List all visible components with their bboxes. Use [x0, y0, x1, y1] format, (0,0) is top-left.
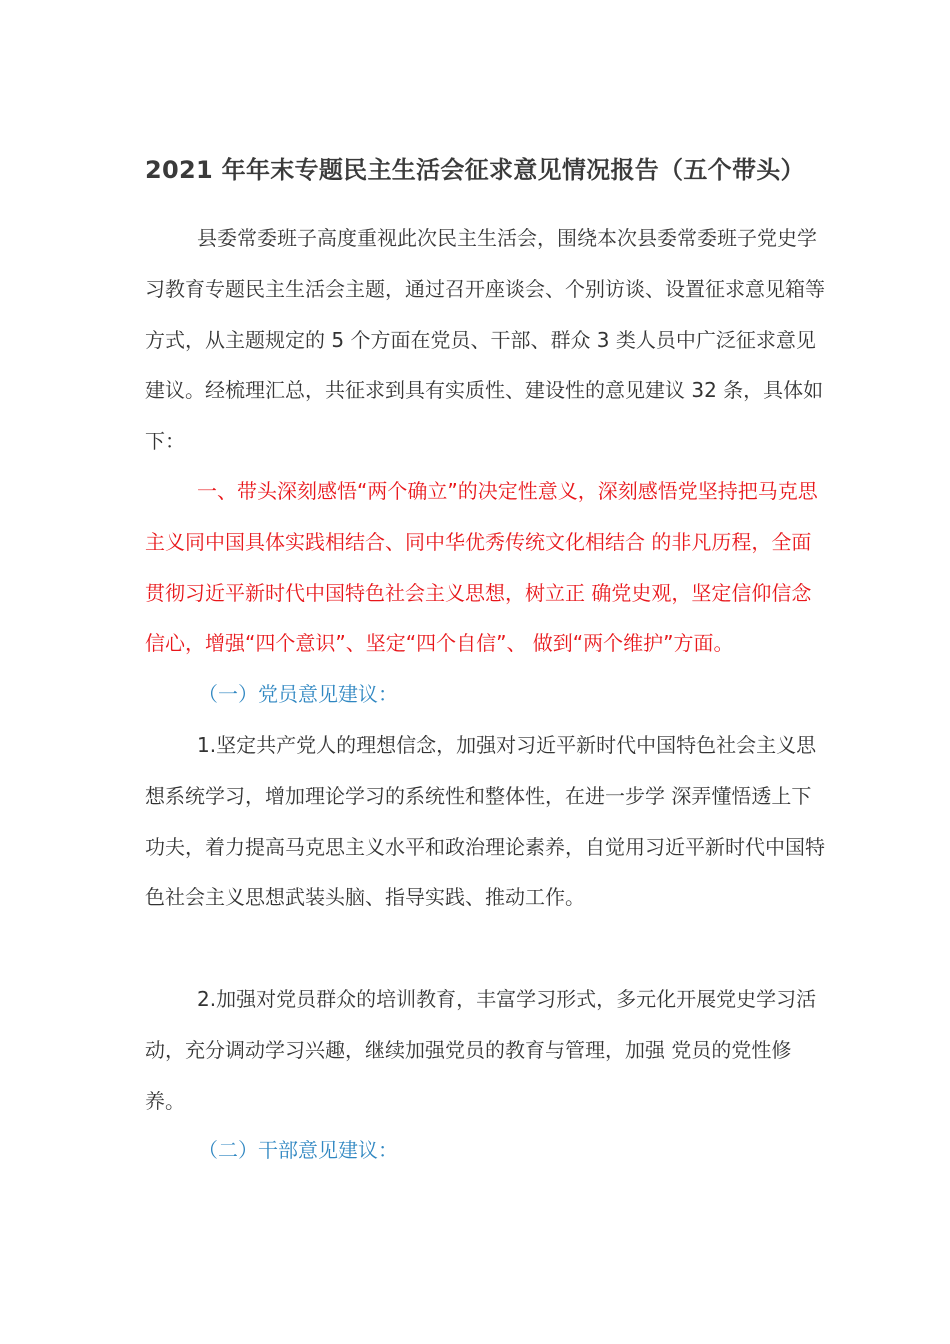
- cadre-suggestions-heading: （二）干部意见建议：: [198, 1138, 398, 1162]
- suggestion-item-1: 1.坚定共产党人的理想信念，加强对习近平新时代中国特色社会主义思想系统学习，增加理论学习的系统性和整体性，在进一步学 深弄懂悟透上下功夫，着力提高马克思主义水平和政治理论素养，自觉用习近平新时代中国特色社会主义思想武装头脑、指导实践、推动工作。: [145, 733, 825, 910]
- intro-paragraph: 县委常委班子高度重视此次民主生活会，围绕本次县委常委班子党史学习教育专题民主生活会主题，通过召开座谈会、个别访谈、设置征求意见箱等方式，从主题规定的 5 个方面在党员、干部、群众 3 类人员中广泛征求意见建议。经梳理汇总，共征求到具有实质性、建设性的意见建议 32 条，具体如下：: [145, 226, 825, 454]
- suggestion-item-2: 2.加强对党员群众的培训教育，丰富学习形式，多元化开展党史学习活动，充分调动学习兴趣，继续加强党员的教育与管理，加强 党员的党性修养。: [145, 987, 817, 1113]
- document-title: 2021 年年末专题民主生活会征求意见情况报告（五个带头）: [145, 156, 805, 184]
- party-member-suggestions-heading: （一）党员意见建议：: [198, 682, 398, 706]
- section-one-heading: 一、带头深刻感悟“两个确立”的决定性意义，深刻感悟党坚持把马克思主义同中国具体实践相结合、同中华优秀传统文化相结合 的非凡历程，全面贯彻习近平新时代中国特色社会主义思想，树立正 确党史观，坚定信仰信念信心，增强“四个意识”、坚定“四个自信”、 做到“两个维护”方面。: [145, 479, 818, 656]
